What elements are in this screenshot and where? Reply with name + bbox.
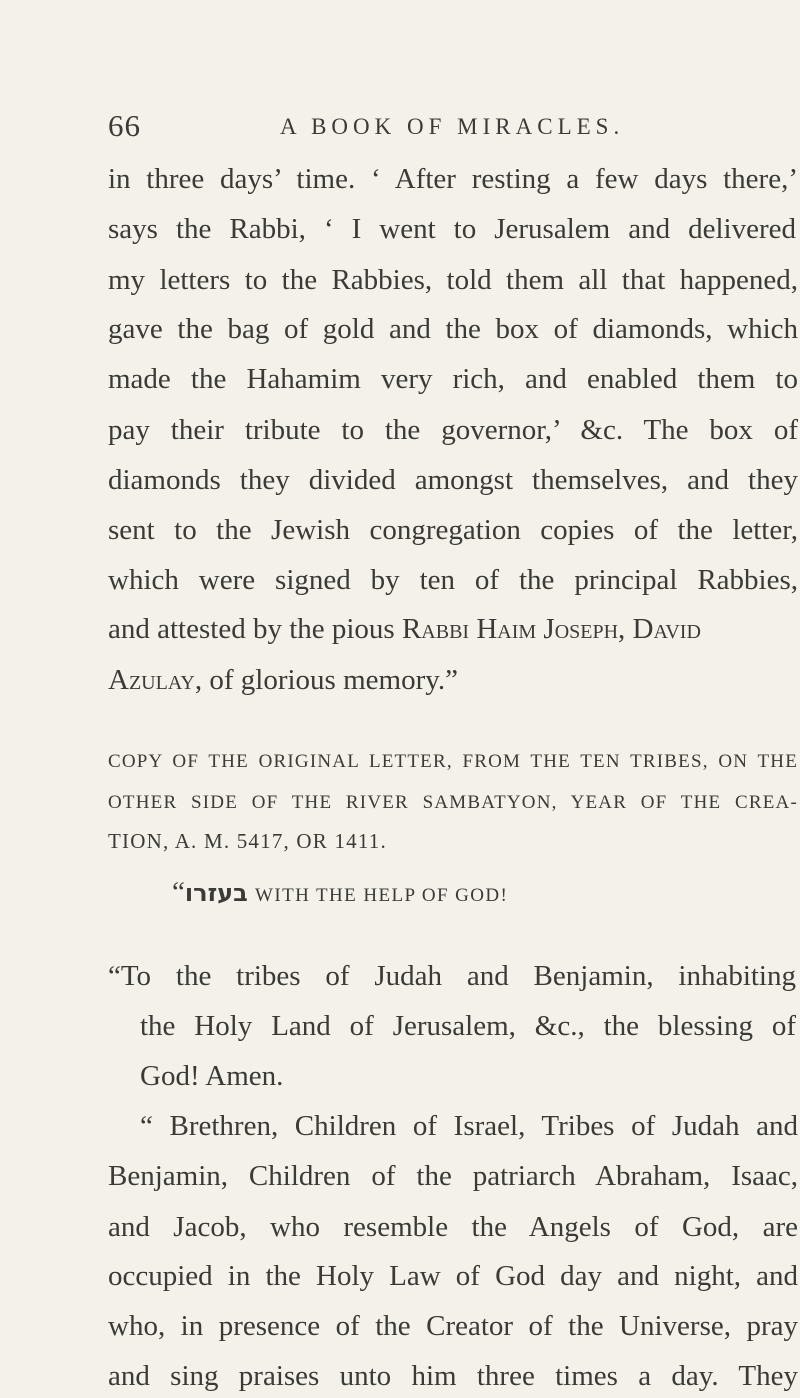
text-fragment: and attested by the pious [108,613,402,646]
text-line: “To the tribes of Judah and Benjamin, inhabiting [108,961,796,992]
heading-line: TION, A. M. 5417, OR 1411. [108,828,387,853]
text-line [108,615,701,644]
heading-line: COPY OF THE ORIGINAL LETTER, FROM THE TEN TRIBES, ON THE [108,752,798,773]
text-line: gave the bag of gold and the box of diamonds, which [108,315,798,346]
hebrew-word: בעזרו [184,878,248,907]
text-line: Benjamin, Children of the patriarch Abraham, Isaac, [108,1161,798,1192]
running-head: A BOOK OF MIRACLES. [280,114,625,139]
text-line: the Holy Land of Jerusalem, &c., the blessing of [140,1012,796,1043]
text-line: God! Amen. [140,1060,284,1093]
text-line: and Jacob, who resemble the Angels of God, are [108,1212,798,1243]
text-line: diamonds they divided amongst themselves, and they [108,465,798,496]
heading-line: OTHER SIDE OF THE RIVER SAMBATYON, YEAR OF THE CREA- [108,793,798,814]
quote-mark: “ [172,875,185,908]
invocation-line [172,875,509,908]
text-line: which were signed by ten of the principal Rabbies, [108,565,798,596]
text-line: made the Hahamim very rich, and enabled them to [108,365,798,396]
person-names: Rabbi Haim Joseph, David [401,613,701,646]
page-header [108,108,748,148]
text-line: “ Brethren, Children of Israel, Tribes of Judah and [140,1111,798,1142]
page-number: 66 [108,108,141,143]
text-line: occupied in the Holy Law of God day and night, and [108,1262,798,1293]
text-line: in three days’ time. ‘ After resting a few days there,’ [108,165,798,195]
text-line [108,666,458,695]
text-line: pay their tribute to the governor,’ &c. The box of [108,416,798,446]
text-fragment: , of glorious memory.” [194,664,458,696]
text-line: who, in presence of the Creator of the Universe, pray [108,1312,798,1343]
invocation-text: WITH THE HELP OF GOD! [255,884,509,906]
text-line: sent to the Jewish congregation copies of the letter, [108,515,798,546]
text-line: and sing praises unto him three times a day. They [108,1362,798,1392]
text-line: says the Rabbi, ‘ I went to Jerusalem and delivered [108,214,796,245]
person-name: Azulay [108,664,195,696]
text-line: my letters to the Rabbies, told them all that happened, [108,265,798,296]
